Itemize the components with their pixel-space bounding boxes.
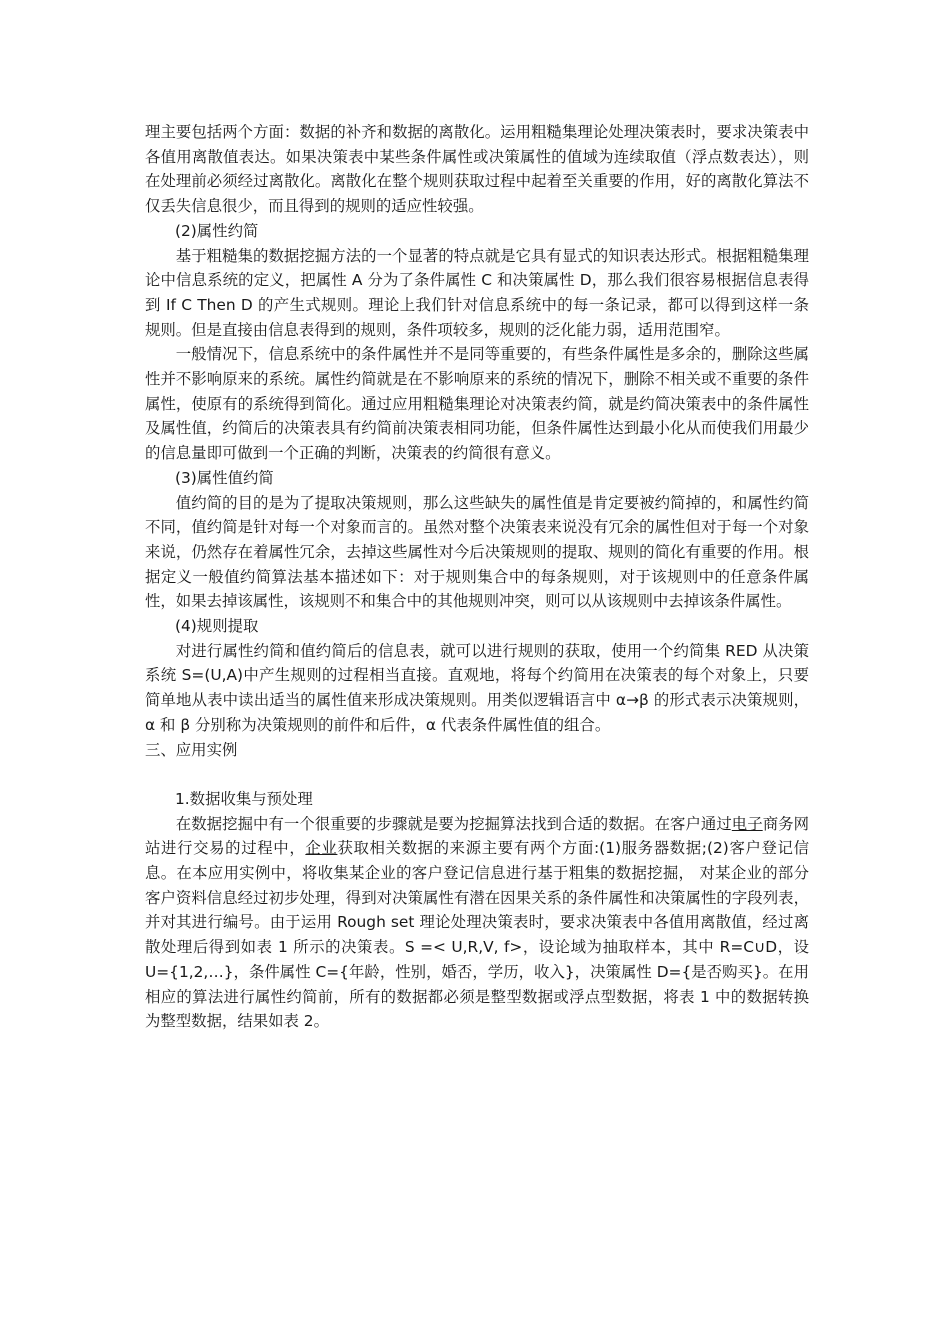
paragraph-data-collection: [145, 812, 809, 1034]
heading-data-collection: 1.数据收集与预处理: [175, 789, 313, 808]
link-e-commerce[interactable]: 电子: [731, 814, 763, 833]
heading-attribute-reduction: (2)属性约简: [175, 221, 259, 240]
blank-line: [145, 762, 809, 787]
paragraph-attribute-reduction: 一般情况下，信息系统中的条件属性并不是同等重要的，有些条件属性是多余的，删除这些属性并不影响原来的系统。属性约简就是在不影响原来的系统的情况下，删除不相关或不重要的条件属性，使原有的系统得到简化。通过应用粗糙集理论对决策表约简，就是约简决策表中的条件属性及属性值，约简后的决策表具有约简前决策表相同功能，但条件属性达到最小化从而使我们用最少的信息量即可做到一个正确的判断，决策表的约简很有意义。: [145, 345, 809, 463]
document-body: [145, 120, 809, 1034]
paragraph-rule-extraction: 对进行属性约简和值约简后的信息表，就可以进行规则的获取，使用一个约简集 RED 从决策系统 S=(U,A)中产生规则的过程相当直接。直观地，将每个约简用在决策表的每个对象上，只要简单地从表中读出适当的属性值来形成决策规则。用类似逻辑语言中 α→β 的形式表示决策规则，α 和 β 分别称为决策规则的前件和后件，α 代表条件属性值的组合。: [145, 641, 809, 734]
heading-rule-extraction: (4)规则提取: [175, 617, 259, 636]
text-part-2: 商务网站进行交易的过程中，: [145, 814, 809, 858]
heading-attribute-value-reduction: (3)属性值约简: [175, 468, 274, 487]
section-heading-application-example: 三、应用实例: [145, 740, 238, 759]
paragraph-value-reduction: 值约简的目的是为了提取决策规则，那么这些缺失的属性值是肯定要被约简掉的，和属性约简不同，值约简是针对每一个对象而言的。虽然对整个决策表来说没有冗余的属性但对于每一个对象来说，仍然存在着属性冗余，去掉这些属性对今后决策规则的提取、规则的简化有重要的作用。根据定义一般值约简算法基本描述如下：对于规则集合中的每条规则，对于该规则中的任意条件属性，如果去掉该属性，该规则不和集合中的其他规则冲突，则可以从该规则中去掉该条件属性。: [145, 493, 809, 611]
text-part-3: 获取相关数据的来源主要有两个方面:(1)服务器数据;(2)客户登记信息。在本应用实例中，将收集某企业的客户登记信息进行基于粗集的数据挖掘， 对某企业的部分客户资料信息经过初步处理，得到对决策属性有潜在因果关系的条件属性和决策属性的字段列表，并对其进行编号。由于运用 Rough set 理论处理决策表时，要求决策表中各值用离散值，经过离散处理后得到如表 1 所示的决策表。S =< U,R,V, f>，设论域为抽取样本，其中 R=C∪D，设 U={1,2,…}，条件属性 C={年龄，性别，婚否，学历，收入}，决策属性 D={是否购买}。在用相应的算法进行属性约简前，所有的数据都必须是整型数据或浮点型数据，将表 1 中的数据转换为整型数据，结果如表 2。: [145, 839, 809, 1031]
link-enterprise[interactable]: 企业: [305, 839, 338, 858]
text-part-1: 在数据挖掘中有一个很重要的步骤就是要为挖掘算法找到合适的数据。在客户通过: [175, 814, 732, 833]
paragraph-rough-set-knowledge: 基于粗糙集的数据挖掘方法的一个显著的特点就是它具有显式的知识表达形式。根据粗糙集理论中信息系统的定义，把属性 A 分为了条件属性 C 和决策属性 D，那么我们很容易根据信息表得到 If C Then D 的产生式规则。理论上我们针对信息系统中的每一条记录，都可以得到这样一条规则。但是直接由信息表得到的规则，条件项较多，规则的泛化能力弱，适用范围窄。: [145, 246, 809, 339]
paragraph-discretization-intro: 理主要包括两个方面：数据的补齐和数据的离散化。运用粗糙集理论处理决策表时，要求决策表中各值用离散值表达。如果决策表中某些条件属性或决策属性的值域为连续取值（浮点数表达），则在处理前必须经过离散化。离散化在整个规则获取过程中起着至关重要的作用，好的离散化算法不仅丢失信息很少，而且得到的规则的适应性较强。: [145, 123, 809, 216]
